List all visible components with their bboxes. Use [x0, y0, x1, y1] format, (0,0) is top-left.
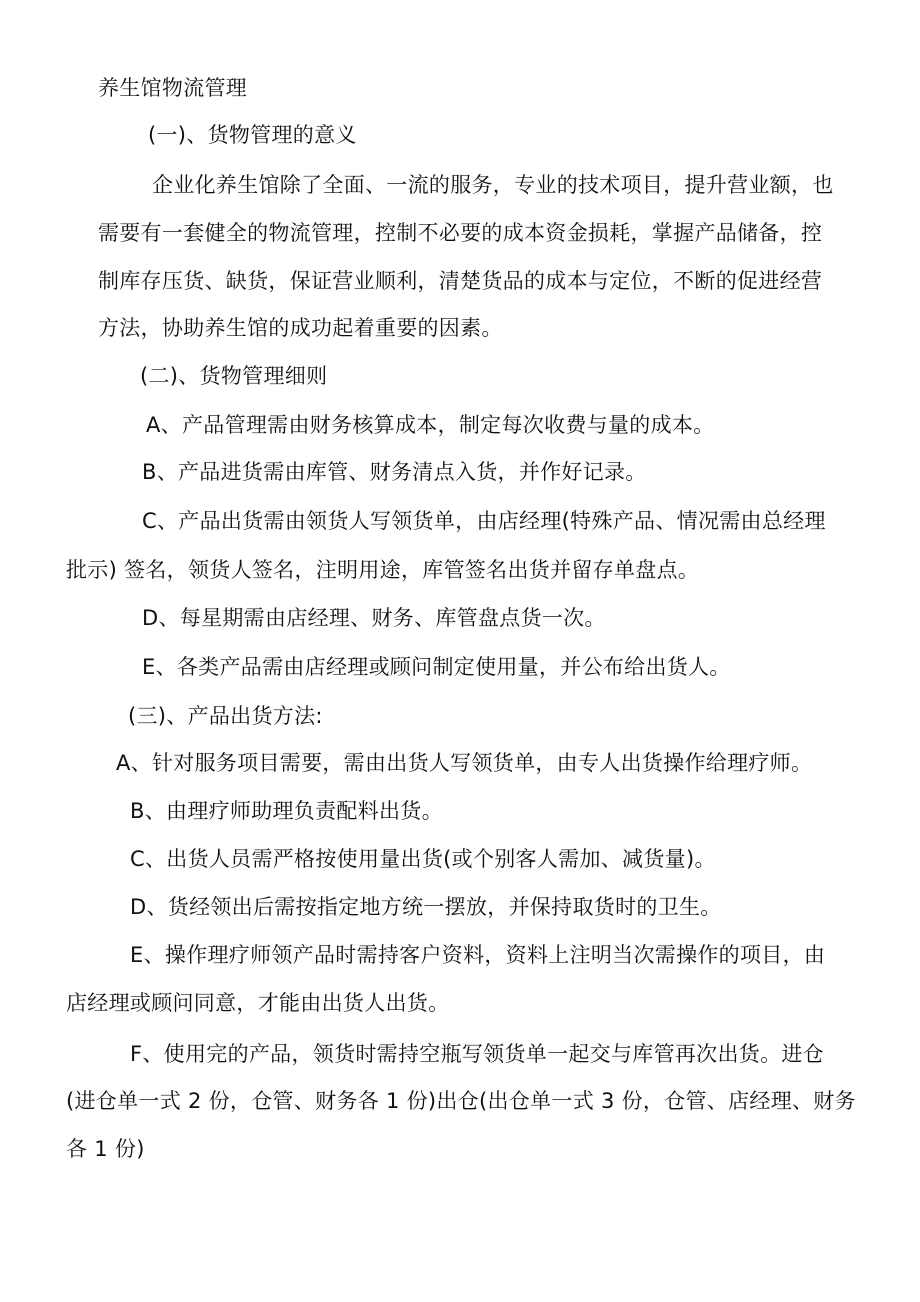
section2-item-e: E、各类产品需由店经理或顾问制定使用量，并公布给出货人。	[142, 655, 731, 679]
section3-item-f-line-1: F、使用完的产品，领货时需持空瓶写领货单一起交与库管再次出货。进仓	[130, 1042, 824, 1066]
section3-item-f-line-2: (进仓单一式 2 份，仓管、财务各 1 份)出仓(出仓单一式 3 份，仓管、店经理、财务	[66, 1089, 856, 1113]
section3-heading: (三)、产品出货方法:	[128, 704, 323, 728]
section3-item-a: A、针对服务项目需要，需由出货人写领货单，由专人出货操作给理疗师。	[116, 751, 813, 775]
section1-paragraph-line-3: 制库存压货、缺货，保证营业顺利，清楚货品的成本与定位，不断的促进经营	[98, 269, 823, 293]
section2-item-d: D、每星期需由店经理、财务、库管盘点货一次。	[142, 606, 606, 630]
section3-item-d: D、货经领出后需按指定地方统一摆放，并保持取货时的卫生。	[130, 895, 722, 919]
section2-item-b: B、产品进货需由库管、财务清点入货，并作好记录。	[142, 460, 647, 484]
document-title: 养生馆物流管理	[98, 76, 248, 100]
section3-item-e-line-2: 店经理或顾问同意，才能由出货人出货。	[66, 991, 450, 1015]
section3-item-c: C、出货人员需严格按使用量出货(或个别客人需加、减货量)。	[130, 847, 716, 871]
section1-paragraph-line-4: 方法，协助养生馆的成功起着重要的因素。	[98, 316, 503, 340]
section1-paragraph-line-1: 企业化养生馆除了全面、一流的服务，专业的技术项目，提升营业额，也	[152, 173, 834, 197]
section3-item-f-line-3: 各 1 份)	[66, 1137, 145, 1161]
section1-paragraph-line-2: 需要有一套健全的物流管理，控制不必要的成本资金损耗，掌握产品储备，控	[98, 221, 823, 245]
section2-item-c-line-1: C、产品出货需由领货人写领货单，由店经理(特殊产品、情况需由总经理	[142, 509, 826, 533]
section1-heading: (一)、货物管理的意义	[148, 123, 357, 147]
section2-item-a: A、产品管理需由财务核算成本，制定每次收费与量的成本。	[146, 413, 715, 437]
section2-item-c-line-2: 批示) 签名，领货人签名，注明用途，库管签名出货并留存单盘点。	[66, 558, 700, 582]
section2-heading: (二)、货物管理细则	[140, 364, 328, 388]
section3-item-e-line-1: E、操作理疗师领产品时需持客户资料，资料上注明当次需操作的项目，由	[130, 943, 826, 967]
section3-item-b: B、由理疗师助理负责配料出货。	[130, 799, 443, 823]
